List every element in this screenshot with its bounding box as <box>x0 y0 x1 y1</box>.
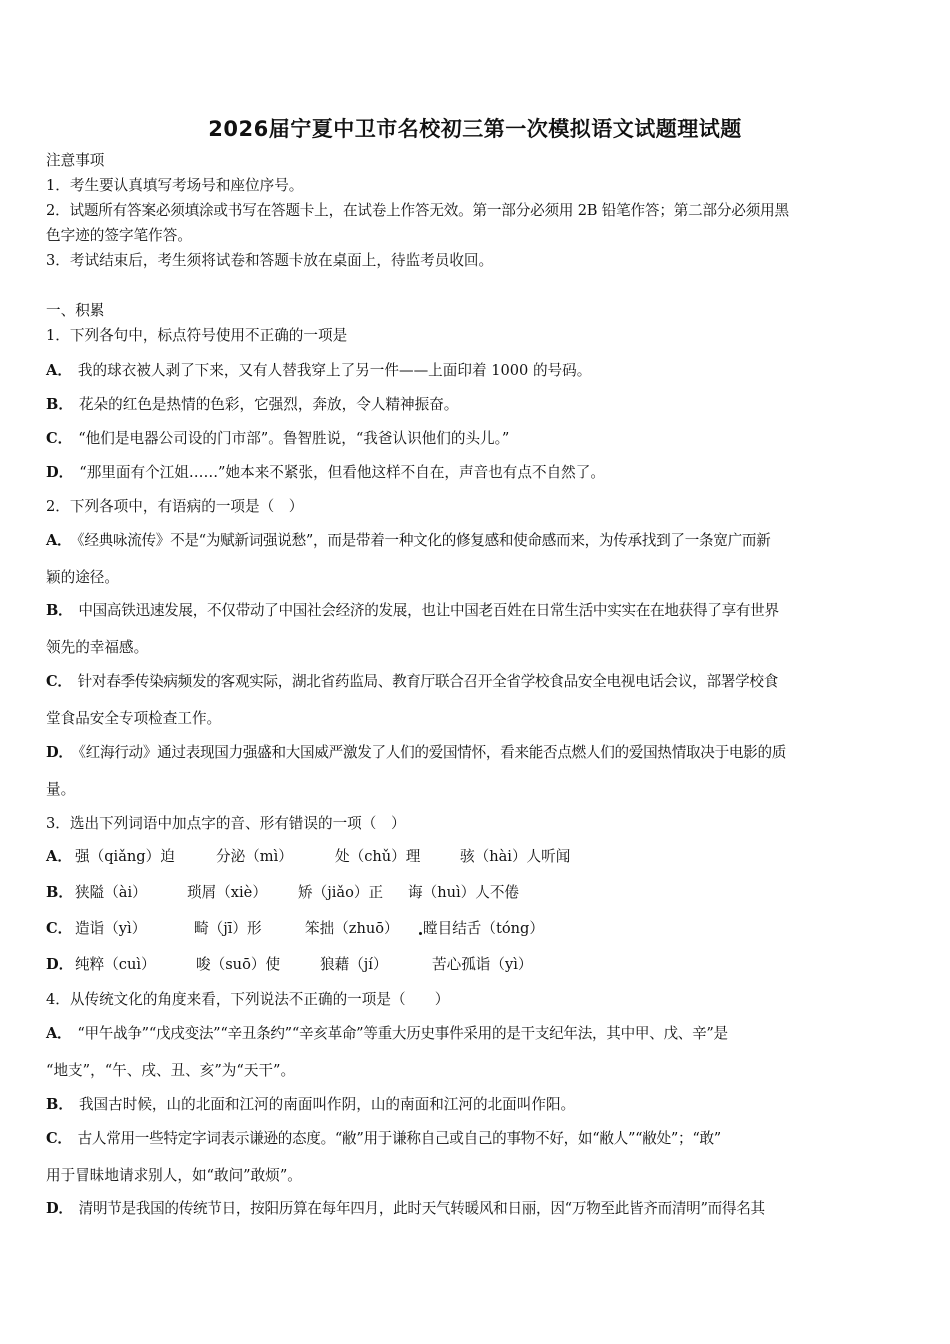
option-continuation: 堂食品安全专项检查工作。 <box>46 710 222 727</box>
option <box>46 532 908 550</box>
option <box>46 430 908 448</box>
word-item: 狭隘（ài） <box>75 884 147 901</box>
option-text: “他们是电器公司设的门市部”。鲁智胜说，“我爸认识他们的头儿。” <box>78 430 510 447</box>
word-item: 造诣（yì） <box>75 920 147 937</box>
option-continuation: 用于冒昧地请求别人，如“敢问”敢烦”。 <box>46 1167 302 1184</box>
word-item: 矫（jiǎo）正 <box>298 884 384 901</box>
option-label: D． <box>46 956 74 973</box>
word-item: 分泌（mì） <box>216 848 293 865</box>
option-text: 清明节是我国的传统节日，按阳历算在每年四月，此时天气转暖风和日丽，因“万物至此皆齐而清明”而得名其 <box>78 1200 765 1217</box>
option-text: 古人常用一些特定字词表示谦逊的态度。“敝”用于谦称自己或自己的事物不好，如“敝人”“敝处”；“敢” <box>77 1130 721 1147</box>
option-label: B． <box>46 602 73 619</box>
page-title: 2026届宁夏中卫市名校初三第一次模拟语文试题理试题 <box>208 117 742 141</box>
option-text: 针对春季传染病频发的客观实际，湖北省药监局、教育厅联合召开全省学校食品安全电视电话会议，部署学校食 <box>77 673 779 690</box>
word-item: 笨拙（zhuō） <box>305 920 399 937</box>
option-text: 花朵的红色是热情的色彩，它强烈，奔放，令人精神振奋。 <box>78 396 459 413</box>
section-heading: 一、积累 <box>46 302 105 319</box>
option-text: 我的球衣被人剥了下来，又有人替我穿上了另一件——上面印着 1000 的号码。 <box>77 362 592 379</box>
option-text: “那里面有个江姐……”她本来不紧张，但看他这样不自在，声音也有点不自然了。 <box>79 464 605 481</box>
option-label: C． <box>46 1130 72 1147</box>
word-item: 琐屑（xiè） <box>187 884 267 901</box>
option <box>46 464 908 482</box>
notice-item: 1．考生要认真填写考场号和座位序号。 <box>46 177 304 194</box>
option-text: 《经典咏流传》不是“为赋新词强说愁”，而是带着一种文化的修复感和使命感而来，为传承找到了一条宽广而新 <box>77 532 771 549</box>
option-text: 中国高铁迅速发展，不仅带动了中国社会经济的发展，也让中国老百姓在日常生活中实实在在地获得了享有世界 <box>78 602 779 619</box>
option <box>46 1096 908 1114</box>
notice-item: 色字迹的签字笔作答。 <box>46 227 192 244</box>
option <box>46 396 908 414</box>
option-continuation: “地支”，“午、戌、丑、亥”为“天干”。 <box>46 1062 296 1079</box>
option-label: C． <box>46 430 73 447</box>
option-label: D． <box>46 744 73 761</box>
word-item: 唆（suō）使 <box>196 956 281 973</box>
option <box>46 1200 908 1218</box>
question-stem: 4．从传统文化的角度来看，下列说法不正确的一项是（ ） <box>46 991 450 1008</box>
option-label: A． <box>46 362 72 379</box>
option-text: “甲午战争”“戊戌变法”“辛丑条约”“辛亥革命”等重大历史事件采用的是干支纪年法，其中甲、戊、辛”是 <box>77 1025 728 1042</box>
question-stem: 3．选出下列词语中加点字的音、形有错误的一项（ ） <box>46 815 406 832</box>
option-continuation: 量。 <box>46 781 76 798</box>
option-label: B． <box>46 884 73 901</box>
option <box>46 1025 908 1043</box>
word-item: 狼藉（jí） <box>320 956 388 973</box>
option <box>46 673 908 691</box>
word-item: 强（qiǎng）迫 <box>75 848 175 865</box>
word-item: 纯粹（cuì） <box>75 956 156 973</box>
emphasis-dot <box>419 932 422 935</box>
notice-heading: 注意事项 <box>46 152 105 169</box>
word-item: 苦心孤诣（yì） <box>432 956 533 973</box>
word-item: 诲（huì）人不倦 <box>408 884 520 901</box>
option <box>46 362 908 380</box>
word-item: 畸（jī）形 <box>194 920 262 937</box>
option-label: D． <box>46 464 74 481</box>
option <box>46 602 908 620</box>
option-label: A． <box>46 532 72 549</box>
option-text: 《红海行动》通过表现国力强盛和大国威严激发了人们的爱国情怀，看来能否点燃人们的爱国热情取决于电影的质 <box>78 744 787 761</box>
question-stem: 1．下列各句中，标点符号使用不正确的一项是 <box>46 327 348 344</box>
option-label: D． <box>46 1200 73 1217</box>
option-label: B． <box>46 396 73 413</box>
option <box>46 1130 908 1148</box>
question-stem: 2．下列各项中，有语病的一项是（ ） <box>46 498 304 515</box>
option-continuation: 颖的途径。 <box>46 569 119 586</box>
option <box>46 744 908 762</box>
notice-item: 2．试题所有答案必须填涂或书写在答题卡上，在试卷上作答无效。第一部分必须用 2B 铅笔作答；第二部分必须用黑 <box>46 202 789 219</box>
option-label: A． <box>46 848 72 865</box>
notice-item: 3．考试结束后，考生须将试卷和答题卡放在桌面上，待监考员收回。 <box>46 252 494 269</box>
option-label: B． <box>46 1096 73 1113</box>
option-text: 我国古时候，山的北面和江河的南面叫作阴，山的南面和江河的北面叫作阳。 <box>78 1096 576 1113</box>
option-label: A． <box>46 1025 72 1042</box>
word-item: 瞠目结舌（tóng） <box>423 920 544 937</box>
word-item: 处（chǔ）理 <box>335 848 421 865</box>
option-continuation: 领先的幸福感。 <box>46 639 149 656</box>
option-label: C． <box>46 920 73 937</box>
word-item: 骇（hài）人听闻 <box>460 848 571 865</box>
option-label: C． <box>46 673 72 690</box>
